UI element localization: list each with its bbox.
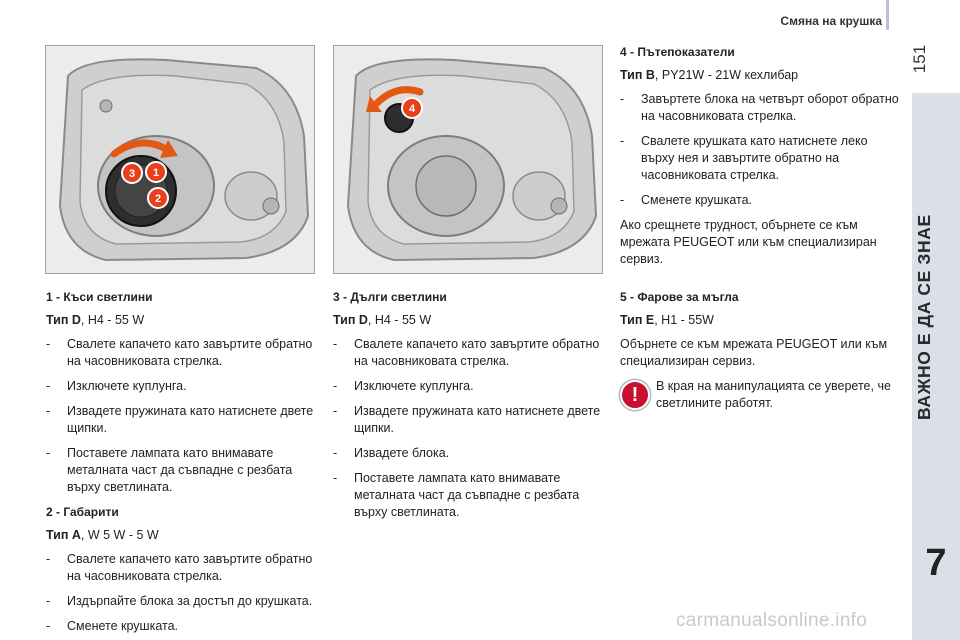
section-title: 4 - Пътепоказатели [620, 45, 735, 59]
warning-text: В края на манипулацията се уверете, че светлините работят. [656, 379, 891, 410]
list-item: - Поставете лампата като внимавате металната част да съвпадне с резбата върху светлината. [333, 471, 580, 519]
callout-1-label: 1 [152, 167, 160, 179]
page-number: 151 [910, 44, 929, 74]
steps-list [46, 551, 321, 635]
callout-3-label: 3 [128, 168, 136, 180]
headlamp-figure-indicator [333, 45, 603, 274]
section-title: 3 - Дълги светлини [333, 290, 447, 304]
column-right-lower [620, 289, 900, 377]
section-title: 1 - Къси светлини [46, 290, 153, 304]
section-note: Обърнете се към мрежата PEUGEOT или към специализиран сервиз. [620, 337, 888, 368]
chapter-title: ВАЖНО Е ДА СЕ ЗНАЕ [914, 214, 934, 420]
list-item: - Изключете куплунга. [333, 379, 474, 393]
bulb-type: Тип D, H4 - 55 W [46, 313, 145, 327]
chapter-number: 7 [925, 542, 947, 584]
column-left [46, 289, 321, 640]
list-item: - Завъртете блока на четвърт оборот обратно на часовниковата стрелка. [620, 92, 899, 123]
list-item: - Издърпайте блока за достъп до крушката. [46, 594, 313, 608]
section-indicators [620, 44, 900, 268]
steps-list [333, 336, 608, 521]
header-divider [886, 0, 889, 30]
section-title: 5 - Фарове за мъгла [620, 290, 739, 304]
bulb-type: Тип E, H1 - 55W [620, 313, 714, 327]
list-item: - Извадете пружината като натиснете двете щипки. [333, 404, 601, 435]
headlamp-figure-low-beam [45, 45, 315, 274]
steps-list [620, 91, 900, 209]
list-item: - Свалете капачето като завъртите обратно на часовниковата стрелка. [333, 337, 600, 368]
section-side-lights [46, 504, 321, 635]
warning-notice [618, 378, 898, 412]
list-item: - Извадете пружината като натиснете двете щипки. [46, 404, 314, 435]
watermark: carmanualsonline.info [676, 610, 868, 631]
bulb-type: Тип B, PY21W - 21W кехлибар [620, 68, 799, 82]
section-low-beam [46, 289, 321, 496]
callout-4-label: 4 [408, 103, 416, 115]
list-item: - Изключете куплунга. [46, 379, 187, 393]
list-item: - Свалете крушката като натиснете леко върху нея и завъртите обратно на часовниковата стрелка. [620, 134, 868, 182]
column-right [620, 44, 900, 275]
list-item: - Поставете лампата като внимавате металната част да съвпадне с резбата върху светлината. [46, 446, 293, 494]
warning-icon: ! [620, 380, 650, 410]
list-item: - Сменете крушката. [620, 193, 753, 207]
list-item: - Извадете блока. [333, 446, 450, 460]
section-fog-lamps [620, 289, 900, 370]
section-title: 2 - Габарити [46, 505, 119, 519]
bulb-type: Тип A, W 5 W - 5 W [46, 528, 159, 542]
section-high-beam [333, 289, 608, 521]
page-header-title: Смяна на крушка [780, 14, 882, 28]
section-note: Ако срещнете трудност, обърнете се към мрежата PEUGEOT или към специализиран сервиз. [620, 218, 877, 266]
headlamp-illustration-2 [334, 46, 603, 274]
list-item: - Сменете крушката. [46, 619, 179, 633]
list-item: - Свалете капачето като завъртите обратно на часовниковата стрелка. [46, 552, 313, 583]
headlamp-illustration [46, 46, 315, 274]
callout-2-label: 2 [154, 193, 162, 205]
bulb-type: Тип D, H4 - 55 W [333, 313, 432, 327]
steps-list [46, 336, 321, 496]
column-middle [333, 289, 608, 529]
list-item: - Свалете капачето като завъртите обратно на часовниковата стрелка. [46, 337, 313, 368]
